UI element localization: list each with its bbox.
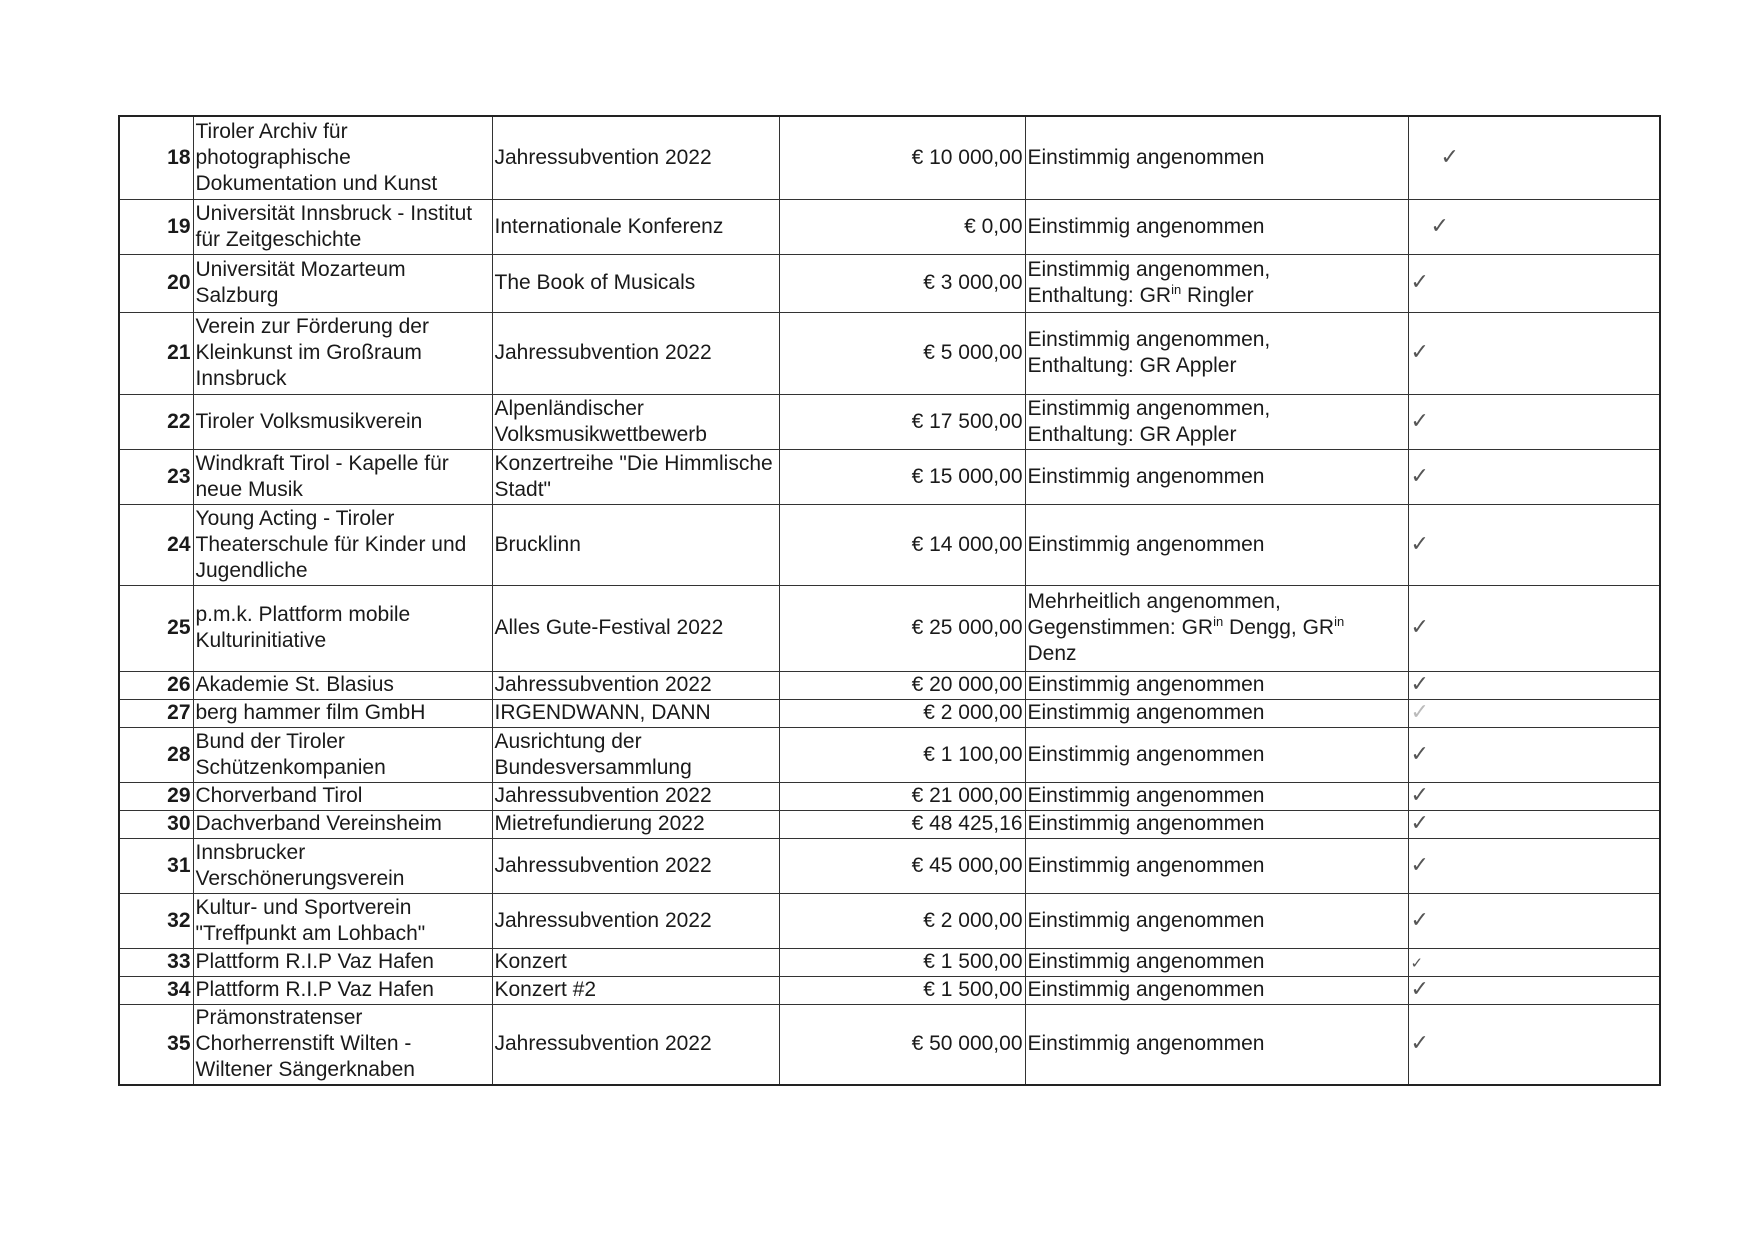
checkmark-cell — [1408, 671, 1660, 699]
amount: € 1 500,00 — [779, 948, 1025, 976]
check-icon: ✓ — [1410, 408, 1429, 434]
row-number: 22 — [119, 394, 193, 449]
table-row — [119, 810, 1660, 838]
project: Jahressubvention 2022 — [492, 671, 779, 699]
checkmark-cell — [1408, 116, 1660, 199]
amount: € 1 100,00 — [779, 727, 1025, 782]
checkmark-cell — [1408, 699, 1660, 727]
project: Jahressubvention 2022 — [492, 116, 779, 199]
row-number: 29 — [119, 782, 193, 810]
check-icon: ✓ — [1410, 953, 1424, 972]
organization: Innsbrucker Verschönerungsverein — [193, 838, 492, 893]
table-row — [119, 254, 1660, 312]
decision: Einstimmig angenommen — [1025, 810, 1408, 838]
table-row — [119, 116, 1660, 199]
amount: € 50 000,00 — [779, 1004, 1025, 1085]
decision: Einstimmig angenommen, Enthaltung: GR Appler — [1025, 394, 1408, 449]
amount: € 2 000,00 — [779, 893, 1025, 948]
row-number: 24 — [119, 504, 193, 585]
row-number: 28 — [119, 727, 193, 782]
decision: Einstimmig angenommen — [1025, 504, 1408, 585]
check-icon: ✓ — [1410, 977, 1429, 1002]
row-number: 21 — [119, 312, 193, 394]
check-icon: ✓ — [1410, 615, 1429, 640]
row-number: 27 — [119, 699, 193, 727]
row-number: 32 — [119, 893, 193, 948]
amount: € 14 000,00 — [779, 504, 1025, 585]
organization: Bund der Tiroler Schützenkompanien — [193, 727, 492, 782]
amount: € 10 000,00 — [779, 116, 1025, 199]
organization: p.m.k. Plattform mobile Kulturinitiative — [193, 585, 492, 671]
checkmark-cell — [1408, 976, 1660, 1004]
checkmark-cell — [1408, 254, 1660, 312]
table-row — [119, 976, 1660, 1004]
decision: Einstimmig angenommen — [1025, 199, 1408, 254]
project: Jahressubvention 2022 — [492, 312, 779, 394]
amount: € 3 000,00 — [779, 254, 1025, 312]
checkmark-cell — [1408, 948, 1660, 976]
project: Konzertreihe "Die Himmlische Stadt" — [492, 449, 779, 504]
checkmark-cell — [1408, 810, 1660, 838]
table-row — [119, 893, 1660, 948]
row-number: 33 — [119, 948, 193, 976]
organization: Chorverband Tirol — [193, 782, 492, 810]
decision: Einstimmig angenommen — [1025, 727, 1408, 782]
check-icon: ✓ — [1410, 1031, 1429, 1057]
check-icon: ✓ — [1410, 852, 1429, 878]
amount: € 5 000,00 — [779, 312, 1025, 394]
row-number: 34 — [119, 976, 193, 1004]
checkmark-cell — [1408, 1004, 1660, 1085]
row-number: 30 — [119, 810, 193, 838]
organization: Young Acting - Tiroler Theaterschule für Kinder und Jugendliche — [193, 504, 492, 585]
decision: Einstimmig angenommen, Enthaltung: GR Appler — [1025, 312, 1408, 394]
table-row — [119, 671, 1660, 699]
check-icon: ✓ — [1410, 672, 1429, 697]
amount: € 17 500,00 — [779, 394, 1025, 449]
check-icon: ✓ — [1410, 700, 1429, 725]
organization: Plattform R.I.P Vaz Hafen — [193, 976, 492, 1004]
organization: Plattform R.I.P Vaz Hafen — [193, 948, 492, 976]
checkmark-cell — [1408, 838, 1660, 893]
decision: Einstimmig angenommen — [1025, 449, 1408, 504]
amount: € 21 000,00 — [779, 782, 1025, 810]
project: Jahressubvention 2022 — [492, 782, 779, 810]
table-row — [119, 727, 1660, 782]
row-number: 25 — [119, 585, 193, 671]
amount: € 45 000,00 — [779, 838, 1025, 893]
table-row — [119, 1004, 1660, 1085]
row-number: 19 — [119, 199, 193, 254]
table-row — [119, 838, 1660, 893]
organization: Universität Innsbruck - Institut für Zeitgeschichte — [193, 199, 492, 254]
organization: Tiroler Volksmusikverein — [193, 394, 492, 449]
project: Brucklinn — [492, 504, 779, 585]
decision: Einstimmig angenommen — [1025, 116, 1408, 199]
check-icon: ✓ — [1410, 463, 1429, 489]
project: Konzert — [492, 948, 779, 976]
table-row — [119, 199, 1660, 254]
row-number: 18 — [119, 116, 193, 199]
project: Alpenländischer Volksmusikwettbewerb — [492, 394, 779, 449]
table-row — [119, 449, 1660, 504]
checkmark-cell — [1408, 199, 1660, 254]
checkmark-cell — [1408, 394, 1660, 449]
table-row — [119, 585, 1660, 671]
checkmark-cell — [1408, 585, 1660, 671]
decision: Einstimmig angenommen — [1025, 838, 1408, 893]
table-row — [119, 504, 1660, 585]
row-number: 20 — [119, 254, 193, 312]
organization: Tiroler Archiv für photographische Dokumentation und Kunst — [193, 116, 492, 199]
row-number: 23 — [119, 449, 193, 504]
decision: Einstimmig angenommen — [1025, 1004, 1408, 1085]
table-row — [119, 699, 1660, 727]
organization: Universität Mozarteum Salzburg — [193, 254, 492, 312]
project: Jahressubvention 2022 — [492, 1004, 779, 1085]
checkmark-cell — [1408, 312, 1660, 394]
organization: berg hammer film GmbH — [193, 699, 492, 727]
check-icon: ✓ — [1410, 741, 1429, 767]
row-number: 26 — [119, 671, 193, 699]
table-row — [119, 782, 1660, 810]
checkmark-cell — [1408, 782, 1660, 810]
amount: € 20 000,00 — [779, 671, 1025, 699]
table-row — [119, 312, 1660, 394]
amount: € 48 425,16 — [779, 810, 1025, 838]
organization: Windkraft Tirol - Kapelle für neue Musik — [193, 449, 492, 504]
checkmark-cell — [1408, 727, 1660, 782]
organization: Dachverband Vereinsheim — [193, 810, 492, 838]
amount: € 2 000,00 — [779, 699, 1025, 727]
check-icon: ✓ — [1410, 531, 1429, 557]
check-icon: ✓ — [1410, 907, 1429, 933]
check-icon: ✓ — [1410, 270, 1429, 295]
check-icon: ✓ — [1410, 811, 1429, 836]
project: Jahressubvention 2022 — [492, 893, 779, 948]
decision: Einstimmig angenommen, Enthaltung: $GR^{in}$ Ringler — [1025, 254, 1408, 312]
organization: Verein zur Förderung der Kleinkunst im Großraum Innsbruck — [193, 312, 492, 394]
project: Alles Gute-Festival 2022 — [492, 585, 779, 671]
amount: € 1 500,00 — [779, 976, 1025, 1004]
project: The Book of Musicals — [492, 254, 779, 312]
organization: Kultur- und Sportverein "Treffpunkt am Lohbach" — [193, 893, 492, 948]
table-row — [119, 948, 1660, 976]
check-icon: ✓ — [1410, 783, 1429, 808]
project: Mietrefundierung 2022 — [492, 810, 779, 838]
project: Ausrichtung der Bundesversammlung — [492, 727, 779, 782]
organization: Akademie St. Blasius — [193, 671, 492, 699]
grants-table — [118, 115, 1661, 1086]
check-icon: ✓ — [1440, 144, 1459, 170]
decision: Einstimmig angenommen — [1025, 976, 1408, 1004]
organization: Prämonstratenser Chorherrenstift Wilten - Wiltener Sängerknaben — [193, 1004, 492, 1085]
decision: Einstimmig angenommen — [1025, 671, 1408, 699]
checkmark-cell — [1408, 893, 1660, 948]
amount: € 0,00 — [779, 199, 1025, 254]
decision: Einstimmig angenommen — [1025, 782, 1408, 810]
checkmark-cell — [1408, 449, 1660, 504]
checkmark-cell — [1408, 504, 1660, 585]
decision: Einstimmig angenommen — [1025, 948, 1408, 976]
check-icon: ✓ — [1410, 340, 1429, 365]
row-number: 31 — [119, 838, 193, 893]
project: Jahressubvention 2022 — [492, 838, 779, 893]
table-row — [119, 394, 1660, 449]
decision: Einstimmig angenommen — [1025, 893, 1408, 948]
decision: Mehrheitlich angenommen, Gegenstimmen: $GR^{in}$ Dengg, $GR^{in}$ Denz — [1025, 585, 1408, 671]
project: Internationale Konferenz — [492, 199, 779, 254]
decision: Einstimmig angenommen — [1025, 699, 1408, 727]
amount: € 15 000,00 — [779, 449, 1025, 504]
project: Konzert #2 — [492, 976, 779, 1004]
project: IRGENDWANN, DANN — [492, 699, 779, 727]
row-number: 35 — [119, 1004, 193, 1085]
amount: € 25 000,00 — [779, 585, 1025, 671]
check-icon: ✓ — [1430, 213, 1449, 239]
